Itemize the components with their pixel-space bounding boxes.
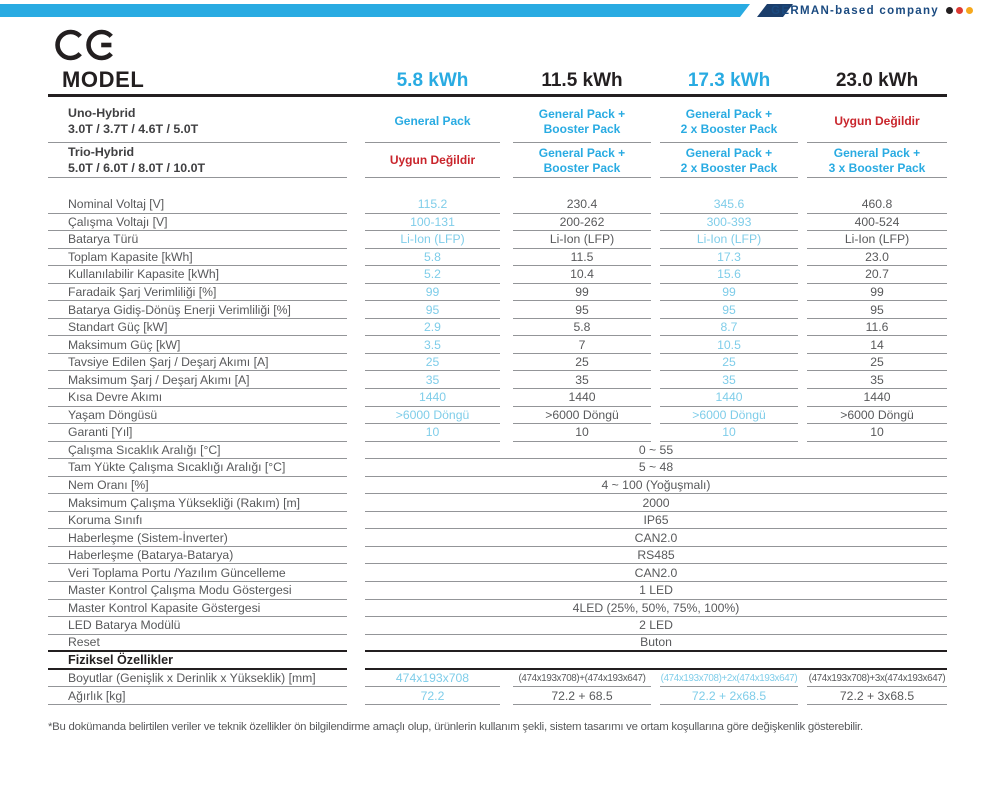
spec-row xyxy=(48,284,947,302)
spec-value: 230.4 xyxy=(513,196,651,214)
spec-value: 115.2 xyxy=(365,196,500,214)
spec-value: 95 xyxy=(513,301,651,319)
spec-value: 10.4 xyxy=(513,266,651,284)
spec-value: 95 xyxy=(365,301,500,319)
spec-value: >6000 Döngü xyxy=(513,407,651,425)
spec-row xyxy=(48,687,947,705)
spec-value-span: IP65 xyxy=(365,512,947,530)
model-variants: 3.0T / 3.7T / 4.6T / 5.0T xyxy=(68,122,199,136)
spec-value-span: 4LED (25%, 50%, 75%, 100%) xyxy=(365,600,947,618)
model-name: Uno-Hybrid xyxy=(68,106,136,120)
spec-label: Yaşam Döngüsü xyxy=(48,407,347,425)
brand-stripe xyxy=(0,4,750,17)
spec-value: >6000 Döngü xyxy=(660,407,798,425)
spec-value: 72.2 + 68.5 xyxy=(513,687,651,705)
spec-value: 72.2 + 2x68.5 xyxy=(660,687,798,705)
pack-line: General Pack + xyxy=(538,106,626,121)
spec-row xyxy=(48,214,947,232)
model-header: MODEL xyxy=(62,67,145,92)
spec-value: 400-524 xyxy=(807,214,947,232)
column-header-23-0-kwh: 23.0 kWh xyxy=(835,70,919,91)
flag-dot-gold-icon xyxy=(966,7,973,14)
spec-row xyxy=(48,477,947,495)
spec-row xyxy=(48,407,947,425)
column-header-5-8-kwh: 5.8 kWh xyxy=(396,70,469,91)
spec-row xyxy=(48,442,947,460)
spec-label: Reset xyxy=(48,635,347,653)
spec-value: 25 xyxy=(660,354,798,372)
spec-row xyxy=(48,336,947,354)
spec-value: 72.2 xyxy=(365,687,500,705)
not-available-cell xyxy=(807,100,947,143)
spec-value: 1440 xyxy=(807,389,947,407)
spec-value-span: 0 ~ 55 xyxy=(365,442,947,460)
spec-row xyxy=(48,494,947,512)
footnote: *Bu dokümanda belirtilen veriler ve teknik özellikler ön bilgilendirme amaçlı olup, ürünlerin kullanım şekli, sistem tasarımı ve ortam koşullarına göre değişkenlik gösterebilir. xyxy=(48,721,863,733)
spec-value: 10 xyxy=(660,424,798,442)
spec-value: 100-131 xyxy=(365,214,500,232)
model-variants: 5.0T / 6.0T / 8.0T / 10.0T xyxy=(68,161,206,175)
spec-value: 7 xyxy=(513,336,651,354)
spec-row xyxy=(48,301,947,319)
spec-label: Tam Yükte Çalışma Sıcaklığı Aralığı [°C] xyxy=(48,459,347,477)
spec-row xyxy=(48,564,947,582)
spec-row xyxy=(48,266,947,284)
pack-line: General Pack + xyxy=(685,145,773,160)
spec-value-span: CAN2.0 xyxy=(365,564,947,582)
ce-mark-icon xyxy=(54,26,116,68)
spec-label: Nominal Voltaj [V] xyxy=(48,196,347,214)
pack-cell xyxy=(660,143,798,178)
spec-value: (474x193x708)+(474x193x647) xyxy=(513,670,651,688)
spec-value-span: 2 LED xyxy=(365,617,947,635)
spec-value: 3.5 xyxy=(365,336,500,354)
pack-line: General Pack xyxy=(394,114,471,128)
pack-line: Booster Pack xyxy=(543,121,621,136)
spec-row xyxy=(48,652,947,670)
spec-row xyxy=(48,617,947,635)
spec-label: Çalışma Sıcaklık Aralığı [°C] xyxy=(48,442,347,460)
flag-dot-black-icon xyxy=(946,7,953,14)
spec-row xyxy=(48,529,947,547)
spec-value: 10 xyxy=(365,424,500,442)
model-name-cell xyxy=(48,143,347,178)
na-line: Uygun Değildir xyxy=(389,153,476,167)
spec-value-span: 1 LED xyxy=(365,582,947,600)
spec-label: Maksimum Çalışma Yüksekliği (Rakım) [m] xyxy=(48,494,347,512)
spec-row xyxy=(48,635,947,653)
spec-value: 99 xyxy=(513,284,651,302)
spec-row xyxy=(48,459,947,477)
spec-value: 474x193x708 xyxy=(365,670,500,688)
spec-value: Li-Ion (LFP) xyxy=(807,231,947,249)
model-row-trio-hybrid xyxy=(48,143,947,178)
not-available-cell xyxy=(365,143,500,178)
spec-value: 99 xyxy=(660,284,798,302)
spec-value: 99 xyxy=(807,284,947,302)
spec-row xyxy=(48,512,947,530)
spec-label: Boyutlar (Genişlik x Derinlik x Yükseklik) [mm] xyxy=(48,670,347,688)
spec-value: Li-Ion (LFP) xyxy=(513,231,651,249)
spec-value: Li-Ion (LFP) xyxy=(365,231,500,249)
spec-label: Maksimum Şarj / Deşarj Akımı [A] xyxy=(48,371,347,389)
pack-line: Booster Pack xyxy=(543,160,621,175)
spec-label: Faradaik Şarj Verimliliği [%] xyxy=(48,284,347,302)
spec-value: 17.3 xyxy=(660,249,798,267)
model-name-cell xyxy=(48,100,347,143)
spec-row xyxy=(48,196,947,214)
brand-tagline-group xyxy=(771,3,973,18)
pack-cell xyxy=(513,143,651,178)
spec-value: 99 xyxy=(365,284,500,302)
spec-label: Maksimum Güç [kW] xyxy=(48,336,347,354)
spec-value: 35 xyxy=(807,371,947,389)
spec-value: 95 xyxy=(660,301,798,319)
flag-dot-red-icon xyxy=(956,7,963,14)
pack-line: General Pack + xyxy=(538,145,626,160)
spec-row xyxy=(48,371,947,389)
pack-line: 3 x Booster Pack xyxy=(828,160,926,175)
spec-value: 5.8 xyxy=(513,319,651,337)
spec-row xyxy=(48,249,947,267)
spec-value: 345.6 xyxy=(660,196,798,214)
pack-line: 2 x Booster Pack xyxy=(680,121,778,136)
spec-label: Master Kontrol Çalışma Modu Göstergesi xyxy=(48,582,347,600)
spec-value: 10.5 xyxy=(660,336,798,354)
spec-label: Toplam Kapasite [kWh] xyxy=(48,249,347,267)
spec-value: 200-262 xyxy=(513,214,651,232)
spec-label: Çalışma Voltajı [V] xyxy=(48,214,347,232)
pack-cell xyxy=(660,100,798,143)
spec-label: Koruma Sınıfı xyxy=(48,512,347,530)
pack-cell xyxy=(513,100,651,143)
spec-value: 35 xyxy=(660,371,798,389)
spec-label: Batarya Gidiş-Dönüş Enerji Verimliliği [%] xyxy=(48,301,347,319)
spec-value: 25 xyxy=(365,354,500,372)
model-row-uno-hybrid xyxy=(48,100,947,143)
spec-value: 20.7 xyxy=(807,266,947,284)
spec-row xyxy=(48,389,947,407)
spec-value: 10 xyxy=(513,424,651,442)
spec-label: Master Kontrol Kapasite Göstergesi xyxy=(48,600,347,618)
spec-value: 10 xyxy=(807,424,947,442)
spec-value: >6000 Döngü xyxy=(807,407,947,425)
spec-value: 72.2 + 3x68.5 xyxy=(807,687,947,705)
na-line: Uygun Değildir xyxy=(834,114,920,128)
spec-label: Nem Oranı [%] xyxy=(48,477,347,495)
spec-row xyxy=(48,424,947,442)
column-header-11-5-kwh: 11.5 kWh xyxy=(541,70,623,91)
spec-label: Veri Toplama Portu /Yazılım Güncelleme xyxy=(48,564,347,582)
spec-value: 35 xyxy=(513,371,651,389)
spec-value: 25 xyxy=(807,354,947,372)
model-name: Trio-Hybrid xyxy=(68,145,135,159)
spec-label: Tavsiye Edilen Şarj / Deşarj Akımı [A] xyxy=(48,354,347,372)
spec-value: 5.8 xyxy=(365,249,500,267)
spec-value: 23.0 xyxy=(807,249,947,267)
spec-value: (474x193x708)+3x(474x193x647) xyxy=(807,670,947,688)
spec-label: Haberleşme (Sistem-İnverter) xyxy=(48,529,347,547)
spec-value-span: 5 ~ 48 xyxy=(365,459,947,477)
spec-value: 14 xyxy=(807,336,947,354)
pack-line: 2 x Booster Pack xyxy=(680,160,778,175)
spec-row xyxy=(48,547,947,565)
spec-value: Li-Ion (LFP) xyxy=(660,231,798,249)
spec-label: Ağırlık [kg] xyxy=(48,687,347,705)
spec-value: 1440 xyxy=(513,389,651,407)
spec-value: 5.2 xyxy=(365,266,500,284)
spec-label: Kısa Devre Akımı xyxy=(48,389,347,407)
spec-value: 35 xyxy=(365,371,500,389)
spec-row xyxy=(48,354,947,372)
brand-tagline: GERMAN-based company xyxy=(771,4,939,17)
spec-value: 11.5 xyxy=(513,249,651,267)
spec-row xyxy=(48,600,947,618)
spec-label: Kullanılabilir Kapasite [kWh] xyxy=(48,266,347,284)
spec-value: 1440 xyxy=(365,389,500,407)
spec-value: 1440 xyxy=(660,389,798,407)
spec-label: Batarya Türü xyxy=(48,231,347,249)
column-header-17-3-kwh: 17.3 kWh xyxy=(687,70,771,91)
spec-empty-cell xyxy=(365,652,947,670)
pack-cell xyxy=(807,143,947,178)
spec-value: (474x193x708)+2x(474x193x647) xyxy=(660,670,798,688)
pack-line: General Pack + xyxy=(833,145,921,160)
spec-value: 11.6 xyxy=(807,319,947,337)
spec-row xyxy=(48,670,947,688)
spec-value-span: RS485 xyxy=(365,547,947,565)
pack-line: General Pack + xyxy=(685,106,773,121)
spec-value: 8.7 xyxy=(660,319,798,337)
spec-value-span: 4 ~ 100 (Yoğuşmalı) xyxy=(365,477,947,495)
spec-value: 300-393 xyxy=(660,214,798,232)
spec-row xyxy=(48,319,947,337)
spec-label: LED Batarya Modülü xyxy=(48,617,347,635)
spec-value: 15.6 xyxy=(660,266,798,284)
spec-value-span: CAN2.0 xyxy=(365,529,947,547)
spec-label: Standart Güç [kW] xyxy=(48,319,347,337)
table-header-row xyxy=(48,66,947,97)
spec-value-span: Buton xyxy=(365,635,947,653)
spec-label: Garanti [Yıl] xyxy=(48,424,347,442)
spec-value-span: 2000 xyxy=(365,494,947,512)
spec-value: 25 xyxy=(513,354,651,372)
spec-label: Fiziksel Özellikler xyxy=(48,652,347,670)
spec-value: 95 xyxy=(807,301,947,319)
spec-label: Haberleşme (Batarya-Batarya) xyxy=(48,547,347,565)
spec-row xyxy=(48,582,947,600)
spec-value: >6000 Döngü xyxy=(365,407,500,425)
spec-value: 460.8 xyxy=(807,196,947,214)
spec-row xyxy=(48,231,947,249)
spec-value: 2.9 xyxy=(365,319,500,337)
spec-table xyxy=(48,196,947,705)
pack-cell xyxy=(365,100,500,143)
